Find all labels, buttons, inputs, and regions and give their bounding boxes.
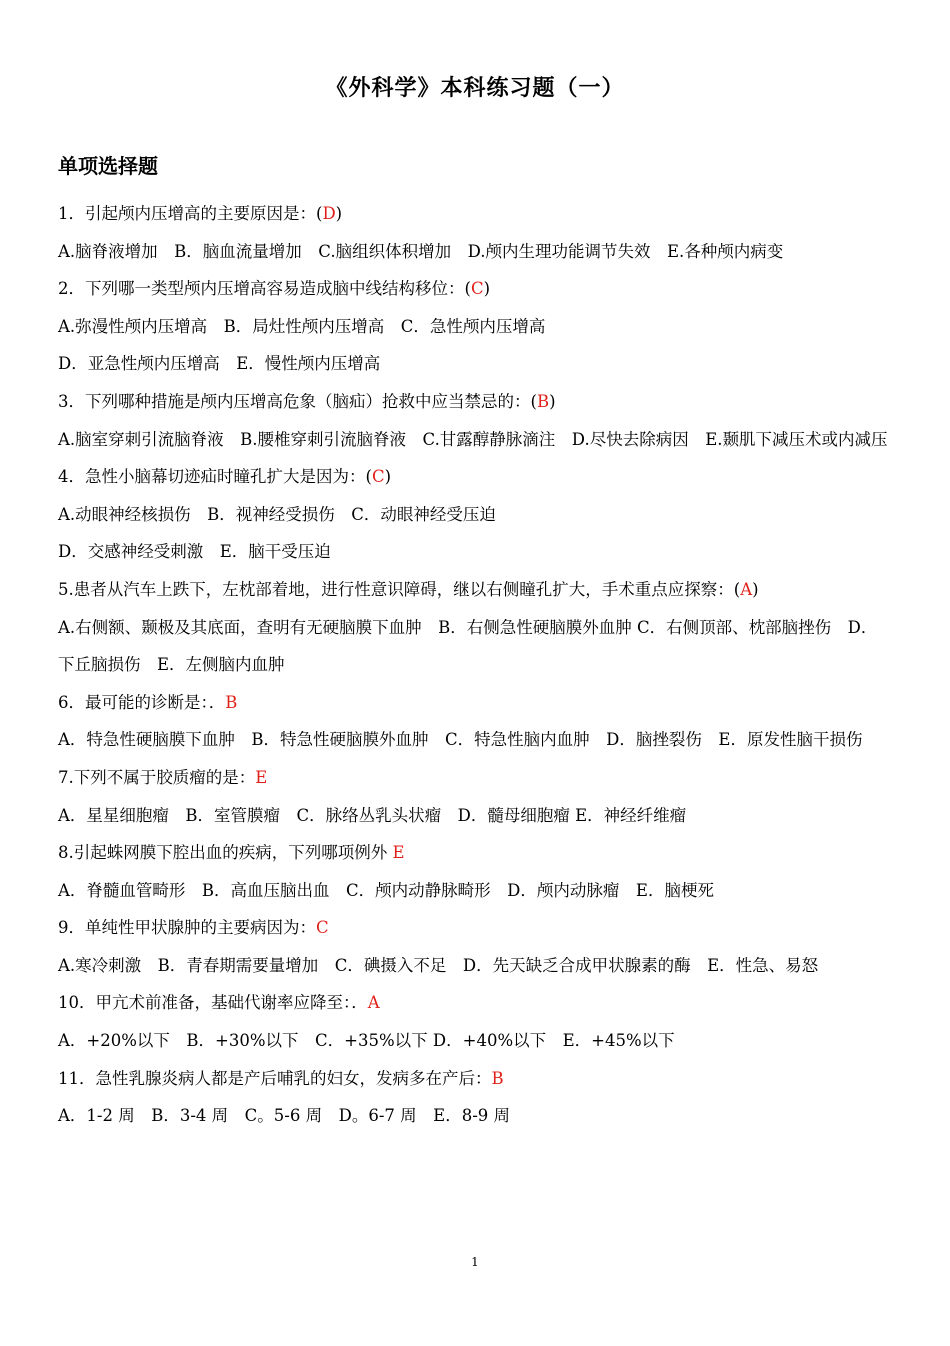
question-stem: 8.引起蛛网膜下腔出血的疾病，下列哪项例外 E: [58, 843, 405, 863]
question-options: D．交感神经受刺激 E．脑干受压迫: [58, 542, 331, 562]
document-title: 《外科学》本科练习题（一）: [325, 76, 625, 101]
section-title: 单项选择题: [58, 154, 158, 178]
question-options: A．+20%以下 B．+30%以下 C．+35%以下 D．+40%以下 E．+45%以下: [58, 1031, 675, 1051]
answer-key: B: [225, 692, 238, 712]
answer-key: C: [316, 918, 329, 938]
page-number: 1: [471, 1255, 479, 1269]
question-stem: 9．单纯性甲状腺肿的主要病因为：C: [58, 918, 329, 938]
question-stem: 6．最可能的诊断是：．B: [58, 692, 238, 712]
question-options: A．1-2 周 B．3-4 周 C。5-6 周 D。6-7 周 E．8-9 周: [58, 1106, 511, 1126]
question-options: A.弥漫性颅内压增高 B．局灶性颅内压增高 C．急性颅内压增高: [58, 316, 546, 336]
question-list: [58, 195, 892, 1135]
question-stem: 4．急性小脑幕切迹疝时瞳孔扩大是因为：(C): [58, 467, 391, 487]
question-stem: 11．急性乳腺炎病人都是产后哺乳的妇女，发病多在产后：B: [58, 1068, 504, 1088]
question-stem: 3．下列哪种措施是颅内压增高危象（脑疝）抢救中应当禁忌的：(B): [58, 391, 556, 411]
answer-key: C: [470, 279, 484, 299]
answer-key: B: [536, 391, 550, 411]
question-options: A．星星细胞瘤 B．室管膜瘤 C．脉络丛乳头状瘤 D．髓母细胞瘤 E．神经纤维瘤: [58, 805, 687, 825]
question-options: A.脑室穿刺引流脑脊液 B.腰椎穿刺引流脑脊液 C.甘露醇静脉滴注 D.尽快去除病因 E.颞肌下减压术或内减压: [58, 429, 888, 449]
answer-key: B: [491, 1068, 504, 1088]
answer-key: E: [255, 767, 268, 787]
question-options: A.寒冷刺激 B．青春期需要量增加 C．碘摄入不足 D．先天缺乏合成甲状腺素的酶 E．性急、易怒: [58, 955, 819, 975]
question-options: A．脊髓血管畸形 B．高血压脑出血 C．颅内动静脉畸形 D．颅内动脉瘤 E．脑梗死: [58, 880, 714, 900]
question-options: D．亚急性颅内压增高 E．慢性颅内压增高: [58, 354, 381, 374]
question-stem: 5.患者从汽车上跌下，左枕部着地，进行性意识障碍，继以右侧瞳孔扩大，手术重点应探察：(A): [58, 579, 759, 599]
question-stem: 2．下列哪一类型颅内压增高容易造成脑中线结构移位：(C): [58, 279, 490, 299]
question-options: A.右侧额、颞极及其底面，查明有无硬脑膜下血肿 B．右侧急性硬脑膜外血肿 C．右侧顶部、枕部脑挫伤 D．下丘脑损伤 E．左侧脑内血肿: [58, 617, 878, 675]
question-options: A．特急性硬脑膜下血肿 B．特急性硬脑膜外血肿 C．特急性脑内血肿 D．脑挫裂伤 E．原发性脑干损伤: [58, 730, 863, 750]
answer-key: C: [371, 467, 385, 487]
answer-key: A: [367, 993, 380, 1013]
answer-key: E: [392, 843, 405, 863]
question-options: A.脑脊液增加 B．脑血流量增加 C.脑组织体积增加 D.颅内生理功能调节失效 E.各种颅内病变: [58, 241, 784, 261]
question-options: A.动眼神经核损伤 B．视神经受损伤 C．动眼神经受压迫: [58, 504, 496, 524]
question-stem: 7.下列不属于胶质瘤的是：E: [58, 767, 268, 787]
question-stem: 1．引起颅内压增高的主要原因是：(D): [58, 204, 343, 223]
answer-key: D: [322, 204, 336, 223]
question-stem: 10．甲亢术前准备，基础代谢率应降至：．A: [58, 993, 380, 1013]
answer-key: A: [740, 579, 753, 599]
